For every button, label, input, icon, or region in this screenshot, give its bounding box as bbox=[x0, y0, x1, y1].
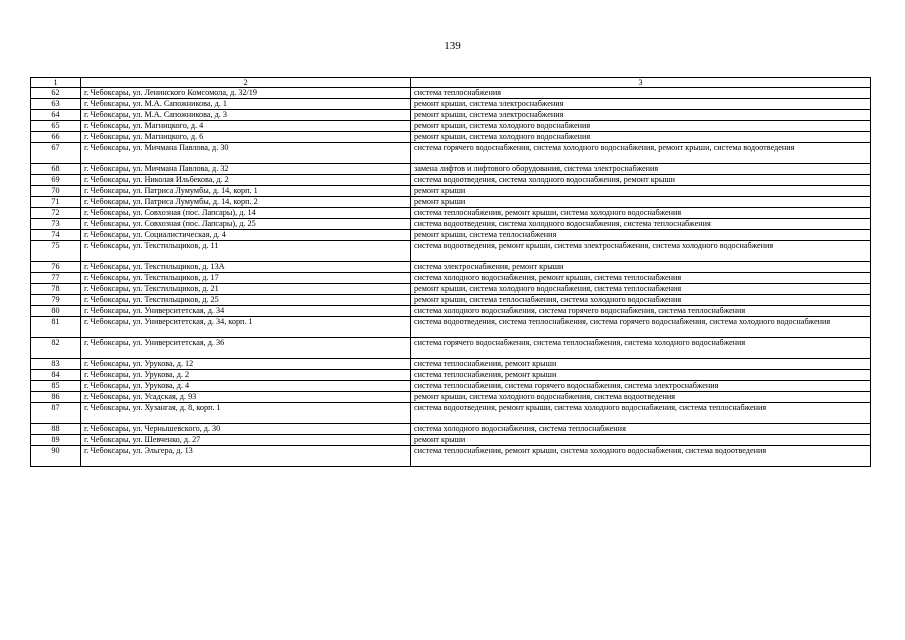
row-number: 81 bbox=[31, 317, 81, 338]
row-address: г. Чебоксары, ул. Текстильщиков, д. 21 bbox=[81, 284, 411, 295]
row-address: г. Чебоксары, ул. Совхозная (пос. Лапсары), д. 14 bbox=[81, 208, 411, 219]
table-row bbox=[31, 338, 871, 359]
table-row bbox=[31, 284, 871, 295]
row-address: г. Чебоксары, ул. Чернышевского, д. 30 bbox=[81, 424, 411, 435]
row-address: г. Чебоксары, ул. Социалистическая, д. 4 bbox=[81, 230, 411, 241]
row-number: 69 bbox=[31, 175, 81, 186]
row-works: ремонт крыши, система теплоснабжения, система холодного водоснабжения bbox=[411, 295, 871, 306]
table-row bbox=[31, 121, 871, 132]
row-number: 87 bbox=[31, 403, 81, 424]
table-row bbox=[31, 175, 871, 186]
row-address: г. Чебоксары, ул. Урукова, д. 2 bbox=[81, 370, 411, 381]
row-address: г. Чебоксары, ул. Патриса Лумумбы, д. 14, корп. 2 bbox=[81, 197, 411, 208]
row-works: ремонт крыши, система электроснабжения bbox=[411, 99, 871, 110]
table-row bbox=[31, 208, 871, 219]
row-works: система теплоснабжения, ремонт крыши, система холодного водоснабжения bbox=[411, 208, 871, 219]
row-address: г. Чебоксары, ул. Ленинского Комсомола, д. 32/19 bbox=[81, 88, 411, 99]
table-row bbox=[31, 262, 871, 273]
row-number: 76 bbox=[31, 262, 81, 273]
row-number: 90 bbox=[31, 446, 81, 467]
row-address: г. Чебоксары, ул. Магницкого, д. 6 bbox=[81, 132, 411, 143]
table-row bbox=[31, 197, 871, 208]
row-number: 88 bbox=[31, 424, 81, 435]
table-row bbox=[31, 306, 871, 317]
table-row bbox=[31, 273, 871, 284]
table-row bbox=[31, 132, 871, 143]
table-row bbox=[31, 110, 871, 121]
row-number: 86 bbox=[31, 392, 81, 403]
row-address: г. Чебоксары, ул. Магницкого, д. 4 bbox=[81, 121, 411, 132]
row-works: система теплоснабжения bbox=[411, 88, 871, 99]
row-works: система теплоснабжения, система горячего водоснабжения, система электроснабжения bbox=[411, 381, 871, 392]
row-number: 62 bbox=[31, 88, 81, 99]
row-address: г. Чебоксары, ул. Текстильщиков, д. 17 bbox=[81, 273, 411, 284]
table-body bbox=[31, 88, 871, 467]
row-address: г. Чебоксары, ул. М.А. Сапожникова, д. 3 bbox=[81, 110, 411, 121]
table-header-row bbox=[31, 78, 871, 88]
row-works: система горячего водоснабжения, система холодного водоснабжения, ремонт крыши, система водоотведения bbox=[411, 143, 871, 164]
row-address: г. Чебоксары, ул. Текстильщиков, д. 11 bbox=[81, 241, 411, 262]
row-number: 84 bbox=[31, 370, 81, 381]
row-works: замена лифтов и лифтового оборудования, система электроснабжения bbox=[411, 164, 871, 175]
row-works: ремонт крыши bbox=[411, 435, 871, 446]
row-address: г. Чебоксары, ул. Университетская, д. 36 bbox=[81, 338, 411, 359]
table-row bbox=[31, 317, 871, 338]
row-number: 66 bbox=[31, 132, 81, 143]
row-number: 74 bbox=[31, 230, 81, 241]
table-row bbox=[31, 230, 871, 241]
row-number: 85 bbox=[31, 381, 81, 392]
page-number: 139 bbox=[444, 40, 461, 52]
row-works: система водоотведения, система холодного водоснабжения, ремонт крыши bbox=[411, 175, 871, 186]
row-works: система электроснабжения, ремонт крыши bbox=[411, 262, 871, 273]
table-row bbox=[31, 435, 871, 446]
row-address: г. Чебоксары, ул. Хузангая, д. 8, корп. 1 bbox=[81, 403, 411, 424]
row-number: 80 bbox=[31, 306, 81, 317]
table-row bbox=[31, 295, 871, 306]
row-address: г. Чебоксары, ул. Текстильщиков, д. 13А bbox=[81, 262, 411, 273]
table-row bbox=[31, 359, 871, 370]
row-address: г. Чебоксары, ул. Мичмана Павлова, д. 32 bbox=[81, 164, 411, 175]
row-address: г. Чебоксары, ул. Патриса Лумумбы, д. 14, корп. 1 bbox=[81, 186, 411, 197]
table-row bbox=[31, 219, 871, 230]
row-works: ремонт крыши, система электроснабжения bbox=[411, 110, 871, 121]
row-number: 75 bbox=[31, 241, 81, 262]
table-row bbox=[31, 99, 871, 110]
row-works: система теплоснабжения, ремонт крыши bbox=[411, 359, 871, 370]
table-row bbox=[31, 186, 871, 197]
row-address: г. Чебоксары, ул. Усадская, д. 93 bbox=[81, 392, 411, 403]
row-address: г. Чебоксары, ул. Мичмана Павлова, д. 30 bbox=[81, 143, 411, 164]
row-works: ремонт крыши, система холодного водоснабжения bbox=[411, 132, 871, 143]
row-works: ремонт крыши, система холодного водоснабжения, система теплоснабжения bbox=[411, 284, 871, 295]
row-number: 64 bbox=[31, 110, 81, 121]
table-row bbox=[31, 381, 871, 392]
row-number: 79 bbox=[31, 295, 81, 306]
row-works: система водоотведения, ремонт крыши, система холодного водоснабжения, система теплоснабжения bbox=[411, 403, 871, 424]
row-address: г. Чебоксары, ул. Шевченко, д. 27 bbox=[81, 435, 411, 446]
row-number: 78 bbox=[31, 284, 81, 295]
row-number: 77 bbox=[31, 273, 81, 284]
row-works: система водоотведения, система холодного водоснабжения, система теплоснабжения bbox=[411, 219, 871, 230]
row-works: система холодного водоснабжения, система горячего водоснабжения, система теплоснабжения bbox=[411, 306, 871, 317]
table-row bbox=[31, 164, 871, 175]
row-number: 72 bbox=[31, 208, 81, 219]
row-address: г. Чебоксары, ул. Университетская, д. 34, корп. 1 bbox=[81, 317, 411, 338]
row-number: 68 bbox=[31, 164, 81, 175]
column-header-address: 2 bbox=[81, 78, 411, 88]
row-works: ремонт крыши, система холодного водоснабжения bbox=[411, 121, 871, 132]
row-address: г. Чебоксары, ул. Университетская, д. 34 bbox=[81, 306, 411, 317]
row-works: система холодного водоснабжения, система теплоснабжения bbox=[411, 424, 871, 435]
row-number: 63 bbox=[31, 99, 81, 110]
row-works: система теплоснабжения, ремонт крыши bbox=[411, 370, 871, 381]
row-address: г. Чебоксары, ул. Урукова, д. 4 bbox=[81, 381, 411, 392]
row-works: ремонт крыши bbox=[411, 186, 871, 197]
row-address: г. Чебоксары, ул. Николая Ильбекова, д. 2 bbox=[81, 175, 411, 186]
column-header-works: 3 bbox=[411, 78, 871, 88]
row-number: 65 bbox=[31, 121, 81, 132]
row-works: система водоотведения, ремонт крыши, система электроснабжения, система холодного водоснабжения bbox=[411, 241, 871, 262]
row-works: система водоотведения, система теплоснабжения, система горячего водоснабжения, система холодного водоснабжения bbox=[411, 317, 871, 338]
row-works: ремонт крыши, система холодного водоснабжения, система водоотведения bbox=[411, 392, 871, 403]
row-address: г. Чебоксары, ул. М.А. Сапожникова, д. 1 bbox=[81, 99, 411, 110]
row-address: г. Чебоксары, ул. Совхозная (пос. Лапсары), д. 25 bbox=[81, 219, 411, 230]
row-works: ремонт крыши bbox=[411, 197, 871, 208]
row-works: система холодного водоснабжения, ремонт крыши, система теплоснабжения bbox=[411, 273, 871, 284]
row-address: г. Чебоксары, ул. Текстильщиков, д. 25 bbox=[81, 295, 411, 306]
row-number: 83 bbox=[31, 359, 81, 370]
table-row bbox=[31, 392, 871, 403]
row-number: 67 bbox=[31, 143, 81, 164]
row-address: г. Чебоксары, ул. Эльгера, д. 13 bbox=[81, 446, 411, 467]
table-row bbox=[31, 143, 871, 164]
table-row bbox=[31, 403, 871, 424]
row-number: 89 bbox=[31, 435, 81, 446]
table-row bbox=[31, 424, 871, 435]
row-number: 71 bbox=[31, 197, 81, 208]
row-works: система горячего водоснабжения, система теплоснабжения, система холодного водоснабжения bbox=[411, 338, 871, 359]
row-address: г. Чебоксары, ул. Урукова, д. 12 bbox=[81, 359, 411, 370]
table-row bbox=[31, 446, 871, 467]
row-works: система теплоснабжения, ремонт крыши, система холодного водоснабжения, система водоотведения bbox=[411, 446, 871, 467]
row-number: 82 bbox=[31, 338, 81, 359]
table-row bbox=[31, 88, 871, 99]
table-row bbox=[31, 241, 871, 262]
row-works: ремонт крыши, система теплоснабжения bbox=[411, 230, 871, 241]
row-number: 70 bbox=[31, 186, 81, 197]
column-header-number: 1 bbox=[31, 78, 81, 88]
works-table bbox=[30, 77, 871, 467]
row-number: 73 bbox=[31, 219, 81, 230]
table-row bbox=[31, 370, 871, 381]
